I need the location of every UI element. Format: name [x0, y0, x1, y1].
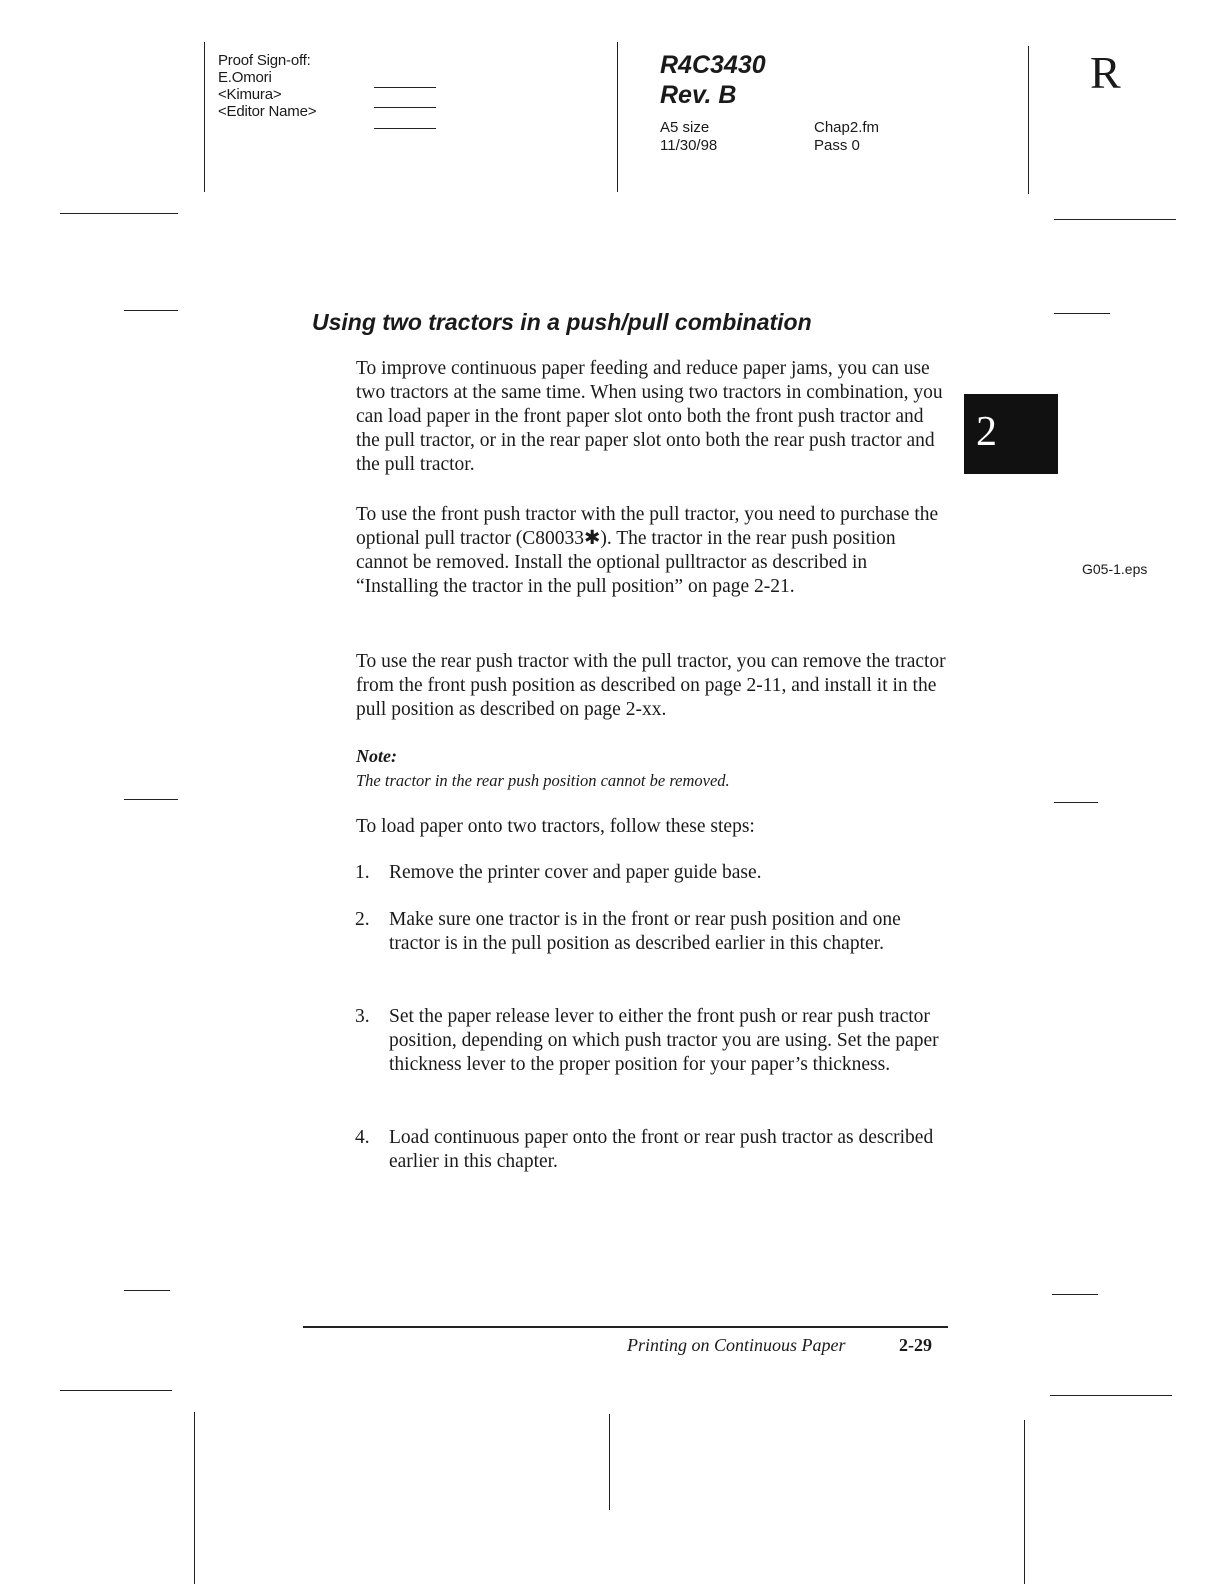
step-text: Load continuous paper onto the front or rear push tractor as described earlier in this chapter.: [389, 1127, 934, 1172]
note-label: Note:: [356, 746, 397, 766]
doc-date: 11/30/98: [660, 137, 718, 154]
doc-file-pass: [814, 119, 879, 155]
chapter-tab: [964, 394, 1058, 474]
step-text: Make sure one tractor is in the front or rear push position and one tractor is in the pull position as described earlier in this chapter.: [389, 909, 901, 954]
crop-mark: [194, 1412, 195, 1584]
crop-mark: [124, 1290, 170, 1291]
footer-chapter-title: Printing on Continuous Paper: [627, 1335, 846, 1355]
crop-mark: [1052, 1294, 1098, 1295]
crop-mark: [60, 1390, 172, 1391]
proof-signoff: [218, 52, 316, 120]
figure-file-label: G05-1.eps: [1082, 561, 1148, 577]
step-number: 1.: [355, 862, 370, 883]
registration-letter: R: [1090, 47, 1121, 98]
step-number: 3.: [355, 1006, 370, 1027]
signature-line: [374, 128, 436, 129]
pass-number: Pass 0: [814, 137, 860, 154]
signature-line: [374, 107, 436, 108]
doc-code: R4C3430: [660, 51, 766, 79]
page-number: 2-29: [899, 1335, 932, 1355]
crop-mark: [1054, 313, 1110, 314]
signoff-name: <Kimura>: [218, 86, 282, 103]
step-number: 4.: [355, 1127, 370, 1148]
signature-line: [374, 87, 436, 88]
signoff-name: <Editor Name>: [218, 103, 317, 120]
signoff-name: E.Omori: [218, 69, 272, 86]
document-id: [660, 50, 766, 110]
footer-rule: [303, 1326, 948, 1328]
step-number: 2.: [355, 909, 370, 930]
chapter-number: 2: [976, 409, 997, 455]
crop-mark: [1028, 46, 1029, 194]
doc-size-date: [660, 119, 717, 155]
crop-mark: [1024, 1420, 1025, 1584]
crop-mark: [609, 1414, 610, 1510]
steps-intro: To load paper onto two tractors, follow these steps:: [356, 816, 755, 837]
crop-mark: [60, 213, 178, 214]
paragraph: To use the rear push tractor with the pull tractor, you can remove the tractor from the front push position as described on page 2-11, and install it in the pull position as described on page 2-xx.: [356, 651, 946, 720]
note-text: The tractor in the rear push position cannot be removed.: [356, 771, 730, 790]
file-name: Chap2.fm: [814, 119, 880, 136]
step-text: Set the paper release lever to either the front push or rear push tractor position, depending on which push tractor you are using. Set the paper thickness lever to the proper position for your paper’s thickness.: [389, 1006, 939, 1075]
paragraph: To use the front push tractor with the pull tractor, you need to purchase the optional pull tractor (C80033✱). The tractor in the rear push position cannot be removed. Install the optional pulltractor as described in “Installing the tractor in the pull position” on page 2-21.: [356, 504, 939, 597]
page-size: A5 size: [660, 119, 710, 136]
step-text: Remove the printer cover and paper guide base.: [389, 862, 762, 883]
crop-mark: [617, 42, 618, 192]
crop-mark: [1050, 1395, 1172, 1396]
crop-mark: [124, 310, 178, 311]
paragraph: To improve continuous paper feeding and reduce paper jams, you can use two tractors at the same time. When using two tractors in combination, you can load paper in the front paper slot onto both the front push tractor and the pull tractor, or in the rear paper slot onto both the rear push tractor and the pull tractor.: [356, 358, 943, 475]
crop-mark: [204, 42, 205, 192]
signoff-title: Proof Sign-off:: [218, 52, 311, 69]
crop-mark: [1054, 219, 1176, 220]
revision: Rev. B: [660, 81, 737, 109]
crop-mark: [124, 799, 178, 800]
section-heading: Using two tractors in a push/pull combination: [312, 309, 812, 335]
crop-mark: [1054, 802, 1098, 803]
